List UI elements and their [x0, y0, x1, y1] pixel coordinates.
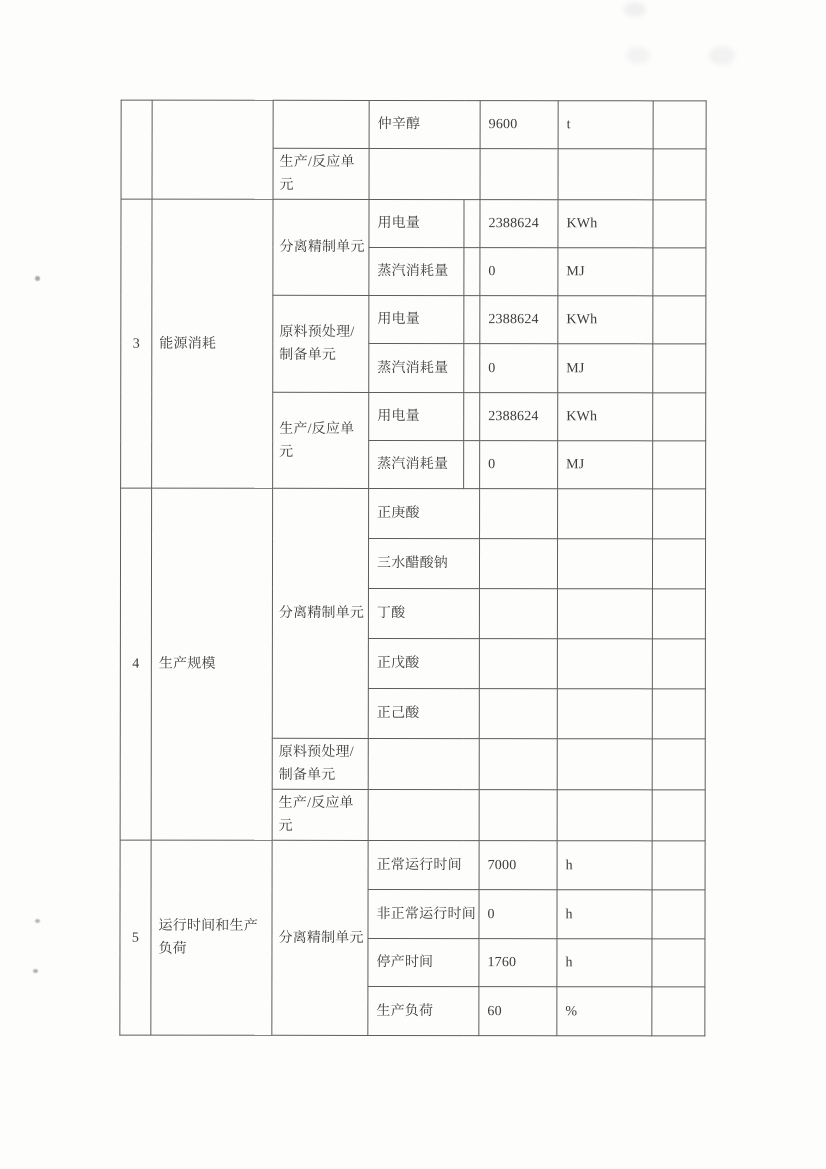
blank-cell	[652, 639, 705, 689]
unit-of-measure-cell	[557, 790, 652, 841]
blank-cell	[653, 393, 706, 441]
value-cell	[479, 689, 557, 739]
unit-cell: 生产/反应单元	[272, 789, 368, 840]
value-cell	[479, 639, 557, 689]
unit-cell: 分离精制单元	[272, 488, 368, 738]
blank-cell	[652, 589, 705, 639]
unit-of-measure-cell: KWh	[558, 393, 653, 441]
blank-cell	[652, 689, 705, 739]
unit-of-measure-cell	[557, 589, 652, 639]
scanned-parameter-table	[119, 100, 706, 1037]
item-cell: 蒸汽消耗量	[369, 247, 464, 295]
value-cell: 2388624	[480, 296, 558, 344]
blank-cell	[653, 200, 706, 248]
unit-of-measure-cell: MJ	[558, 441, 653, 489]
unit-cell: 生产/反应单元	[273, 392, 369, 488]
item-cell: 三水醋酸钠	[368, 538, 479, 588]
blank-cell	[653, 344, 706, 393]
value-cell	[479, 589, 557, 639]
unit-cell: 原料预处理/制备单元	[272, 738, 368, 789]
item-cell	[368, 738, 479, 789]
scan-artifact	[35, 276, 40, 281]
unit-of-measure-cell	[557, 639, 652, 689]
item-cell: 蒸汽消耗量	[369, 440, 464, 488]
value-cell	[480, 149, 558, 200]
blank-cell	[652, 790, 705, 841]
scan-artifact	[35, 919, 40, 923]
scan-artifact	[709, 46, 735, 65]
unit-of-measure-cell: KWh	[558, 200, 653, 248]
unit-cell: 生产/反应单元	[273, 148, 369, 199]
spacer-cell	[464, 344, 480, 393]
item-cell: 正常运行时间	[368, 840, 479, 889]
blank-cell	[652, 987, 705, 1036]
row-index-cell: 5	[120, 840, 151, 1035]
unit-of-measure-cell	[557, 689, 652, 739]
scan-artifact	[33, 969, 38, 973]
item-cell: 用电量	[369, 392, 464, 440]
unit-of-measure-cell: MJ	[558, 344, 653, 393]
unit-of-measure-cell	[558, 149, 653, 200]
scan-artifact	[626, 47, 650, 64]
category-cell	[152, 100, 273, 199]
unit-of-measure-cell	[557, 539, 652, 589]
value-cell: 0	[480, 248, 558, 296]
category-cell: 能源消耗	[152, 199, 273, 488]
value-cell: 0	[479, 890, 557, 939]
spacer-cell	[464, 393, 480, 441]
unit-cell: 分离精制单元	[273, 199, 369, 295]
item-cell: 用电量	[369, 295, 464, 343]
item-cell: 正庚酸	[369, 488, 480, 538]
unit-of-measure-cell: h	[557, 939, 652, 987]
item-cell: 正戊酸	[368, 638, 479, 688]
blank-cell	[653, 149, 706, 200]
row-index-cell	[121, 100, 152, 199]
unit-of-measure-cell: KWh	[558, 296, 653, 344]
blank-cell	[653, 101, 706, 149]
blank-cell	[652, 939, 705, 987]
blank-cell	[652, 739, 705, 790]
spacer-cell	[464, 248, 480, 296]
blank-cell	[653, 248, 706, 296]
value-cell	[480, 489, 558, 539]
unit-of-measure-cell: t	[558, 101, 653, 149]
value-cell: 60	[479, 987, 557, 1036]
value-cell: 0	[480, 441, 558, 489]
blank-cell	[653, 296, 706, 344]
item-cell	[368, 789, 479, 840]
item-cell	[369, 148, 480, 199]
row-index-cell: 4	[120, 488, 151, 840]
row-index-cell: 3	[121, 199, 152, 488]
unit-of-measure-cell: h	[557, 841, 652, 890]
unit-of-measure-cell	[557, 739, 652, 790]
item-cell: 用电量	[369, 199, 464, 247]
item-cell: 蒸汽消耗量	[369, 343, 464, 392]
value-cell	[479, 790, 557, 841]
unit-of-measure-cell: h	[557, 890, 652, 939]
spacer-cell	[464, 200, 480, 248]
unit-of-measure-cell: %	[557, 987, 652, 1036]
value-cell: 0	[480, 344, 558, 393]
blank-cell	[652, 539, 705, 589]
value-cell: 2388624	[480, 200, 558, 248]
spacer-cell	[464, 441, 480, 489]
value-cell: 9600	[480, 101, 558, 149]
value-cell: 7000	[479, 841, 557, 890]
item-cell: 生产负荷	[368, 986, 479, 1035]
item-cell: 仲辛醇	[369, 100, 480, 148]
value-cell	[479, 739, 557, 790]
unit-cell	[273, 100, 369, 148]
blank-cell	[652, 841, 705, 890]
item-cell: 停产时间	[368, 938, 479, 986]
value-cell: 1760	[479, 939, 557, 987]
item-cell: 正己酸	[368, 688, 479, 738]
blank-cell	[652, 890, 705, 939]
unit-cell: 分离精制单元	[272, 840, 368, 1035]
category-cell: 运行时间和生产负荷	[151, 840, 272, 1035]
unit-cell: 原料预处理/制备单元	[273, 295, 369, 392]
spacer-cell	[464, 296, 480, 344]
value-cell: 2388624	[480, 393, 558, 441]
blank-cell	[653, 489, 706, 539]
value-cell	[479, 539, 557, 589]
unit-of-measure-cell	[558, 489, 653, 539]
category-cell: 生产规模	[151, 488, 272, 840]
unit-of-measure-cell: MJ	[558, 248, 653, 296]
scan-artifact	[624, 2, 646, 17]
blank-cell	[653, 441, 706, 489]
item-cell: 非正常运行时间	[368, 889, 479, 938]
item-cell: 丁酸	[368, 588, 479, 638]
